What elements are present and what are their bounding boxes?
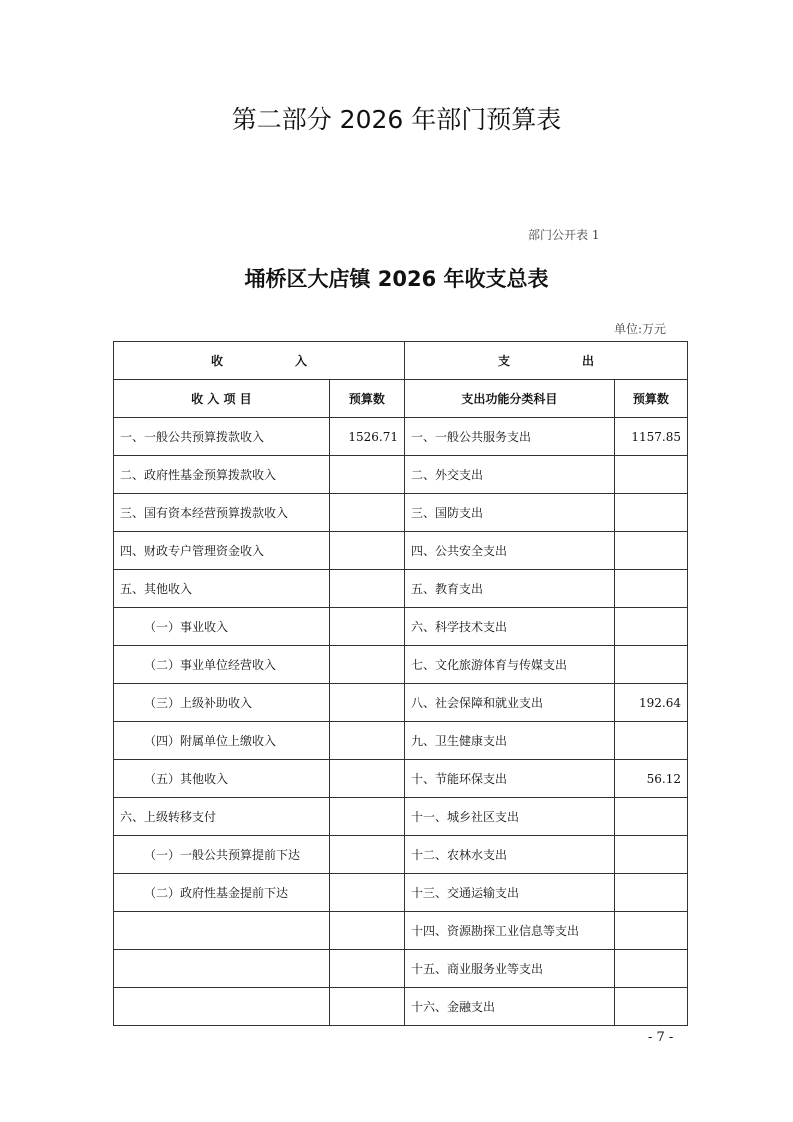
expense-item-cell: 十六、金融支出	[405, 988, 615, 1026]
income-item-cell: （一）事业收入	[114, 608, 330, 646]
expense-amount-cell	[614, 836, 687, 874]
income-item-cell	[114, 912, 330, 950]
income-amount-cell	[329, 950, 404, 988]
expense-amount-cell	[614, 456, 687, 494]
expense-amount-cell	[614, 798, 687, 836]
expense-amount-cell	[614, 570, 687, 608]
expense-amount-cell	[614, 646, 687, 684]
income-item-cell: 三、国有资本经营预算拨款收入	[114, 494, 330, 532]
page-title: 第二部分 2026 年部门预算表	[231, 105, 562, 134]
expense-amount-cell	[614, 494, 687, 532]
table-row	[114, 988, 688, 1026]
income-item-cell	[114, 950, 330, 988]
expense-amount-cell	[614, 912, 687, 950]
expense-amount-cell: 56.12	[614, 760, 687, 798]
expense-item-cell: 十三、交通运输支出	[405, 874, 615, 912]
income-amount-header: 预算数	[329, 380, 404, 418]
income-item-cell: 一、一般公共预算拨款收入	[114, 418, 330, 456]
expense-amount-cell	[614, 722, 687, 760]
income-item-cell: 六、上级转移支付	[114, 798, 330, 836]
income-item-cell: 四、财政专户管理资金收入	[114, 532, 330, 570]
table-title: 埇桥区大店镇 2026 年收支总表	[244, 267, 549, 291]
expense-item-cell: 十二、农林水支出	[405, 836, 615, 874]
income-amount-cell	[329, 760, 404, 798]
income-item-cell: （二）事业单位经营收入	[114, 646, 330, 684]
income-amount-cell	[329, 570, 404, 608]
expense-item-cell: 十一、城乡社区支出	[405, 798, 615, 836]
expense-item-cell: 十、节能环保支出	[405, 760, 615, 798]
table-row	[114, 570, 688, 608]
budget-table	[113, 341, 688, 1026]
income-item-cell: （二）政府性基金提前下达	[114, 874, 330, 912]
income-header: 收 入	[114, 342, 405, 380]
income-amount-cell	[329, 684, 404, 722]
expense-amount-cell	[614, 532, 687, 570]
expense-item-cell: 三、国防支出	[405, 494, 615, 532]
income-item-header: 收 入 项 目	[114, 380, 330, 418]
table-row	[114, 874, 688, 912]
expense-item-cell: 七、文化旅游体育与传媒支出	[405, 646, 615, 684]
income-amount-cell	[329, 646, 404, 684]
table-row	[114, 494, 688, 532]
expense-item-cell: 九、卫生健康支出	[405, 722, 615, 760]
income-amount-cell	[329, 456, 404, 494]
income-item-cell: （三）上级补助收入	[114, 684, 330, 722]
income-amount-cell	[329, 608, 404, 646]
table-row	[114, 950, 688, 988]
expense-amount-header: 预算数	[614, 380, 687, 418]
income-amount-cell: 1526.71	[329, 418, 404, 456]
table-row	[114, 912, 688, 950]
income-amount-cell	[329, 874, 404, 912]
expense-item-cell: 十五、商业服务业等支出	[405, 950, 615, 988]
income-item-cell: 二、政府性基金预算拨款收入	[114, 456, 330, 494]
expense-amount-cell: 192.64	[614, 684, 687, 722]
income-item-cell: （四）附属单位上缴收入	[114, 722, 330, 760]
income-item-cell	[114, 988, 330, 1026]
expense-item-cell: 四、公共安全支出	[405, 532, 615, 570]
expense-amount-cell	[614, 874, 687, 912]
income-amount-cell	[329, 798, 404, 836]
income-amount-cell	[329, 988, 404, 1026]
unit-label: 单位:万元	[614, 322, 667, 336]
income-item-cell: 五、其他收入	[114, 570, 330, 608]
table-row	[114, 760, 688, 798]
income-amount-cell	[329, 912, 404, 950]
income-item-cell: （五）其他收入	[114, 760, 330, 798]
table-row	[114, 684, 688, 722]
table-row	[114, 418, 688, 456]
income-amount-cell	[329, 722, 404, 760]
table-row	[114, 836, 688, 874]
table-row	[114, 456, 688, 494]
expense-item-cell: 六、科学技术支出	[405, 608, 615, 646]
income-amount-cell	[329, 494, 404, 532]
expense-amount-cell	[614, 608, 687, 646]
table-number: 部门公开表 1	[528, 228, 600, 242]
income-amount-cell	[329, 532, 404, 570]
table-row	[114, 608, 688, 646]
expense-header: 支 出	[405, 342, 688, 380]
expense-item-cell: 八、社会保障和就业支出	[405, 684, 615, 722]
income-item-cell: （一）一般公共预算提前下达	[114, 836, 330, 874]
expense-item-cell: 二、外交支出	[405, 456, 615, 494]
expense-item-header: 支出功能分类科目	[405, 380, 615, 418]
expense-item-cell: 五、教育支出	[405, 570, 615, 608]
table-row	[114, 646, 688, 684]
table-row	[114, 722, 688, 760]
page-number: - 7 -	[648, 1030, 674, 1045]
table-row	[114, 532, 688, 570]
expense-amount-cell	[614, 950, 687, 988]
expense-item-cell: 十四、资源勘探工业信息等支出	[405, 912, 615, 950]
expense-item-cell: 一、一般公共服务支出	[405, 418, 615, 456]
expense-amount-cell	[614, 988, 687, 1026]
income-amount-cell	[329, 836, 404, 874]
table-row	[114, 798, 688, 836]
expense-amount-cell: 1157.85	[614, 418, 687, 456]
